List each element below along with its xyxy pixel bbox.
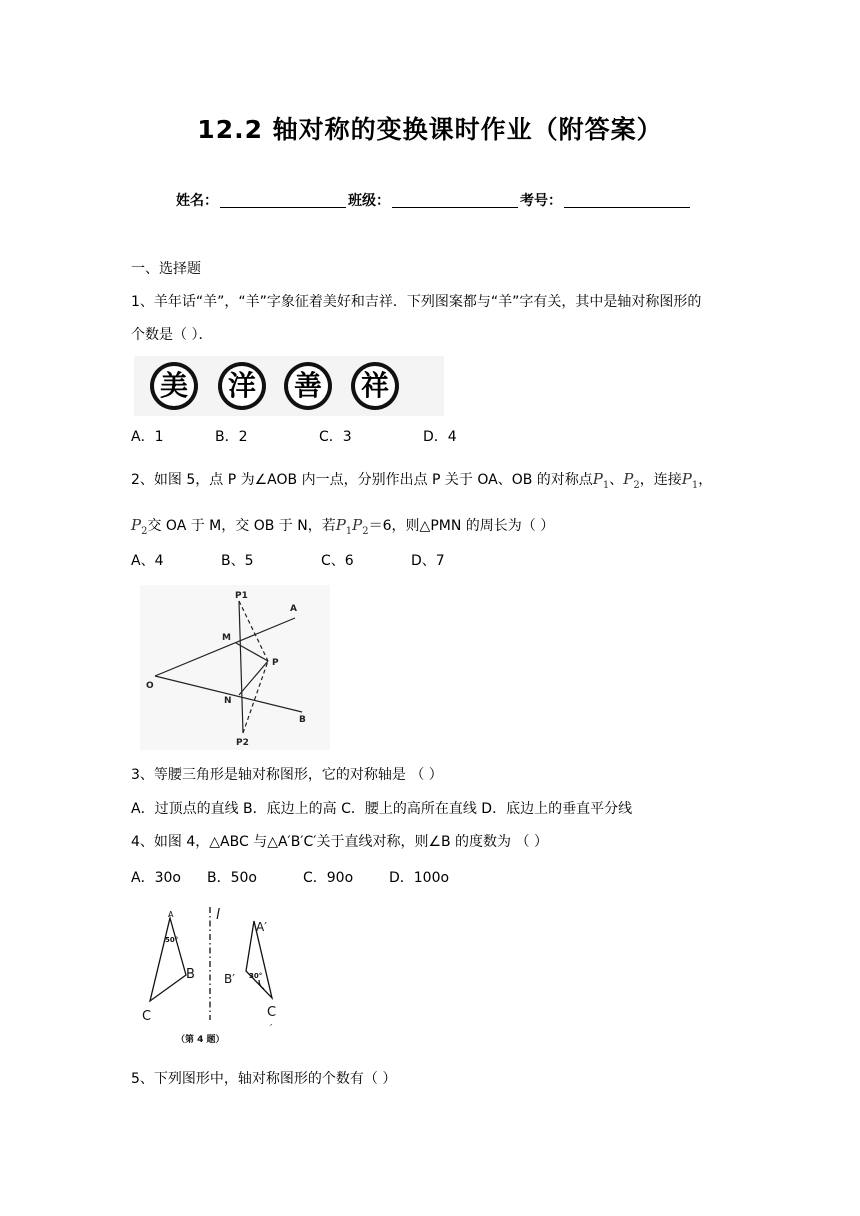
q4-option-c[interactable]: C．90o: [303, 870, 354, 886]
q2-option-d[interactable]: D、7: [411, 553, 445, 569]
label-p2: P2: [236, 738, 249, 748]
label-b: B: [186, 967, 195, 982]
angle-label-50: 50°: [165, 936, 179, 944]
class-label: 班级：: [348, 193, 390, 209]
stamp-xiang-icon: 祥: [351, 362, 399, 410]
angle-arc: [259, 980, 264, 989]
label-n: N: [224, 696, 232, 706]
q1-line2: 个数是（ ）．: [131, 327, 213, 343]
q2-figure: [140, 585, 330, 750]
label-m: M: [222, 633, 231, 643]
label-o: O: [146, 681, 154, 691]
p2-symbol: $P_2$: [131, 516, 148, 537]
q1-line1: 1、羊年话“羊”，“羊”字象征着美好和吉祥．下列图案都与“羊”字有关，其中是轴对称图形的: [131, 294, 702, 310]
number-label: 考号：: [520, 193, 562, 209]
label-c-prime-mark: ′: [270, 1023, 273, 1034]
q4-figure: [138, 905, 298, 1055]
label-c-prime: C: [267, 1005, 277, 1020]
name-label: 姓名：: [176, 193, 218, 209]
label-b: B: [299, 715, 306, 725]
q1-option-a[interactable]: A．1: [131, 429, 164, 445]
angle-label-30: 30°: [249, 972, 263, 980]
q2-option-c[interactable]: C、6: [321, 553, 354, 569]
label-a-prime: A′: [256, 920, 267, 934]
q2-options: [131, 552, 445, 570]
name-blank[interactable]: [220, 193, 346, 208]
q1-option-b[interactable]: B．2: [215, 429, 248, 445]
q2-line2: $P_2$交 OA 于 M，交 OB 于 N，若$P_1P_2=6$，则△PMN 的周长为（ ）: [131, 516, 555, 537]
q3-options[interactable]: A．过顶点的直线 B．底边上的高 C．腰上的高所在直线 D．底边上的垂直平分线: [131, 801, 633, 817]
triangle-abc: [150, 918, 186, 1001]
q2-option-a[interactable]: A、4: [131, 553, 164, 569]
q5-line: 5、下列图形中，轴对称图形的个数有（ ）: [131, 1071, 397, 1087]
q1-option-d[interactable]: D．4: [423, 429, 457, 445]
stamp-mei-icon: 美: [150, 362, 198, 410]
q1-option-c[interactable]: C．3: [319, 429, 352, 445]
p1-symbol: $P_1$: [592, 470, 610, 491]
label-p1: P1: [235, 591, 248, 601]
q3-line: 3、等腰三角形是轴对称图形，它的对称轴是 （ ）: [131, 767, 443, 783]
label-a: A: [168, 910, 174, 919]
q4-option-d[interactable]: D．100o: [389, 870, 450, 886]
q2-line1: 2、如图 5，点 P 为∠AOB 内一点，分别作出点 P 关于 OA、OB 的对称点$P_1$、$P_2$，连接$P_1$，: [131, 470, 713, 491]
p2-symbol: $P_2$: [623, 470, 640, 491]
label-a: A: [290, 604, 297, 614]
section-heading: 一、选择题: [131, 261, 201, 277]
class-blank[interactable]: [392, 193, 518, 208]
q4-option-b[interactable]: B．50o: [207, 870, 257, 886]
student-info-line: [176, 190, 692, 210]
label-p: P: [272, 658, 279, 668]
q2-option-b[interactable]: B、5: [221, 553, 254, 569]
label-b-prime: B′: [224, 972, 235, 986]
q4-options: [131, 869, 449, 887]
number-blank[interactable]: [564, 193, 690, 208]
label-c: C: [142, 1009, 152, 1024]
q4-line: 4、如图 4，△ABC 与△A′B′C′关于直线对称，则∠B 的度数为 （ ）: [131, 834, 548, 850]
stamp-shan-icon: 善: [284, 362, 332, 410]
q1-figure: [134, 356, 444, 416]
q1-options: [131, 428, 457, 446]
page-title: 12.2 轴对称的变换课时作业（附答案）: [197, 115, 663, 144]
stamp-yang-icon: 洋: [218, 362, 266, 410]
figure-caption: （第 4 题）: [176, 1035, 225, 1045]
q4-option-a[interactable]: A．30o: [131, 870, 181, 886]
p1p2-symbol: $P_1P_2$: [335, 516, 369, 537]
label-l: l: [216, 907, 220, 923]
p1-symbol: $P_1$: [681, 470, 699, 491]
